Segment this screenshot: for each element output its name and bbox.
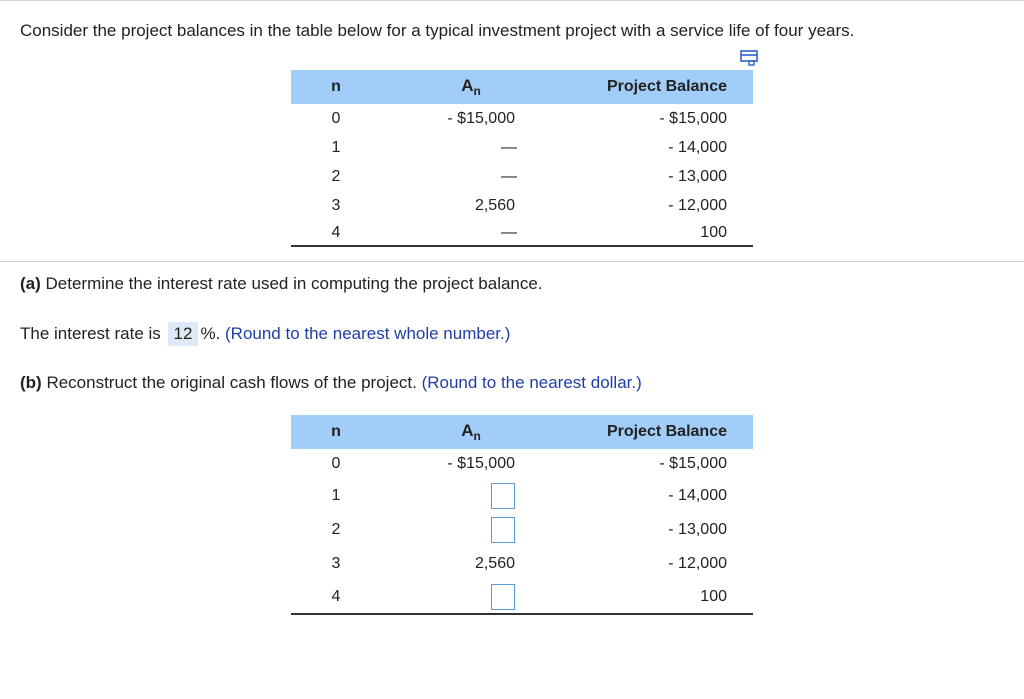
interest-rate-input[interactable]: 12 (168, 322, 199, 346)
cell-balance: - $15,000 (659, 455, 727, 472)
cell-balance: 100 (561, 220, 753, 246)
header-project-balance: Project Balance (561, 70, 753, 104)
cell-balance: - 14,000 (668, 138, 727, 156)
cell-n: 1 (331, 138, 341, 156)
cell-n: 4 (291, 220, 381, 246)
table-row (291, 479, 753, 513)
cell-n: 0 (331, 109, 341, 127)
copy-table-icon[interactable] (740, 50, 758, 66)
cell-balance: - 12,000 (668, 555, 727, 572)
cell-n: 3 (331, 555, 341, 572)
cell-n: 1 (331, 487, 341, 504)
header-an (381, 415, 561, 449)
cell-an (381, 581, 561, 614)
part-b-hint: (Round to the nearest dollar.) (421, 373, 642, 392)
table-header-row (291, 70, 753, 104)
table-row (291, 449, 753, 479)
cell-n: 3 (331, 196, 341, 214)
header-an-base: A (461, 421, 474, 440)
header-an-sub: n (473, 429, 481, 443)
table-row (291, 547, 753, 581)
interest-prefix: The interest rate is (20, 324, 166, 343)
table-row (291, 513, 753, 547)
cash-flow-input-1[interactable] (491, 483, 515, 509)
table-row (291, 133, 753, 162)
cell-an: — (501, 167, 517, 185)
given-balance-table (291, 70, 753, 247)
cell-n: 2 (331, 521, 341, 538)
part-a-prompt (20, 274, 543, 294)
cell-an (381, 513, 561, 547)
answer-balance-table (291, 415, 753, 615)
cell-balance: 100 (561, 581, 753, 614)
cell-an: - $15,000 (447, 455, 515, 472)
part-b-label: (b) (20, 373, 42, 392)
cell-n: 4 (291, 581, 381, 614)
cell-balance: - 13,000 (668, 167, 727, 185)
cell-an: - $15,000 (447, 109, 515, 127)
cell-an: 2,560 (474, 196, 515, 214)
table-row (291, 581, 753, 614)
top-divider (0, 0, 1024, 1)
header-an-base: A (461, 76, 474, 95)
table-row (291, 104, 753, 133)
part-b-text: Reconstruct the original cash flows of the project. (41, 373, 422, 392)
cell-an: — (381, 220, 561, 246)
section-divider (0, 261, 1024, 262)
cash-flow-input-4[interactable] (491, 584, 515, 610)
cell-balance: - $15,000 (659, 109, 727, 127)
cell-an (381, 479, 561, 513)
cell-balance: - 13,000 (668, 521, 727, 538)
cell-n: 2 (331, 167, 341, 185)
part-a-label: (a) (20, 274, 41, 293)
table-header-row (291, 415, 753, 449)
cell-n: 0 (331, 455, 341, 472)
interest-answer-line (20, 322, 510, 346)
table-row (291, 191, 753, 220)
header-project-balance: Project Balance (561, 415, 753, 449)
question-text: Consider the project balances in the table below for a typical investment project with a service life of four years. (20, 21, 855, 40)
cell-an: 2,560 (474, 555, 515, 572)
cell-balance: - 12,000 (668, 196, 727, 214)
header-an-sub: n (473, 84, 481, 98)
part-b-prompt (20, 373, 642, 393)
cell-an: — (501, 138, 517, 156)
header-n: n (291, 70, 381, 104)
part-a-text: Determine the interest rate used in computing the project balance. (40, 274, 543, 293)
interest-hint: (Round to the nearest whole number.) (225, 324, 511, 343)
table-row (291, 162, 753, 191)
header-an (381, 70, 561, 104)
cash-flow-input-2[interactable] (491, 517, 515, 543)
header-n: n (291, 415, 381, 449)
interest-suffix: %. (200, 324, 225, 343)
cell-balance: - 14,000 (668, 487, 727, 504)
table-row (291, 220, 753, 246)
